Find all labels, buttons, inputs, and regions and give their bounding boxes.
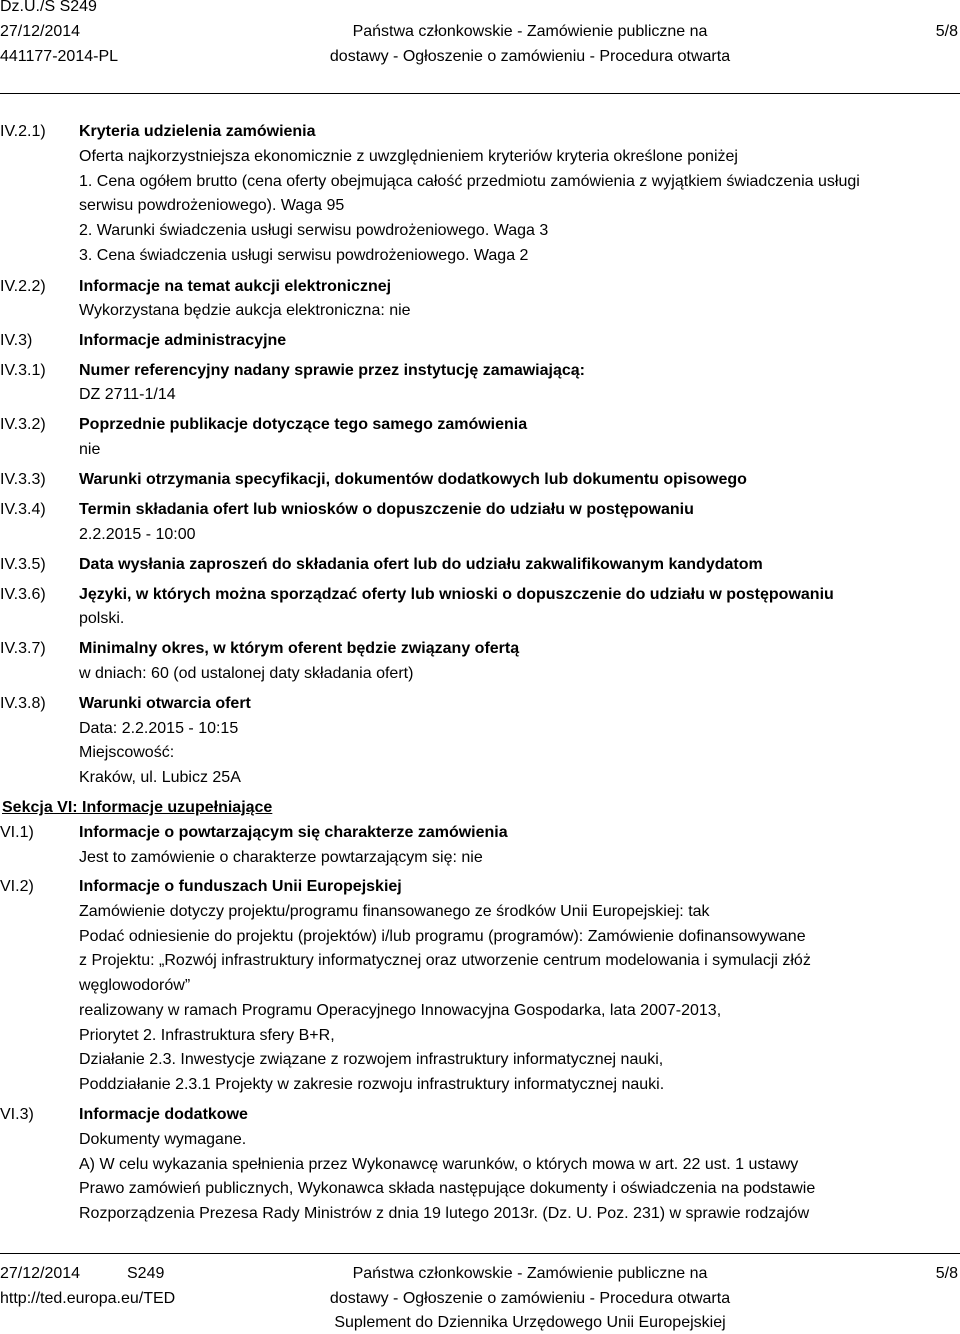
section-vi-heading: Sekcja VI: Informacje uzupełniające xyxy=(2,799,273,816)
section-number: IV.3) xyxy=(0,332,33,349)
heading-additional-info: Informacje dodatkowe xyxy=(79,1106,248,1123)
text-line: serwisu powdrożeniowego). Waga 95 xyxy=(79,197,345,214)
heading-award-criteria: Kryteria udzielenia zamówienia xyxy=(79,123,316,140)
heading-previous-publications: Poprzednie publikacje dotyczące tego samego zamówienia xyxy=(79,416,528,433)
text-line: Działanie 2.3. Inwestycje związane z rozwojem infrastruktury informatycznej nauki, xyxy=(79,1051,664,1068)
section-number: VI.2) xyxy=(0,878,34,895)
footer-issue: S249 xyxy=(127,1265,165,1282)
text-line: Data: 2.2.2015 - 10:15 xyxy=(79,720,239,737)
text-line: 2. Warunki świadczenia usługi serwisu powdrożeniowego. Waga 3 xyxy=(79,222,549,239)
section-number: IV.3.1) xyxy=(0,362,46,379)
text-line: realizowany w ramach Programu Operacyjnego Innowacyjna Gospodarka, lata 2007-2013, xyxy=(79,1002,722,1019)
section-number: IV.3.4) xyxy=(0,501,46,518)
text-line: Oferta najkorzystniejsza ekonomicznie z uwzględnieniem kryteriów kryteria określone poniżej xyxy=(79,148,738,165)
heading-invitation-date: Data wysłania zaproszeń do składania ofert lub do udziału zakwalifikowanym kandydatom xyxy=(79,556,763,573)
section-number: VI.3) xyxy=(0,1106,34,1123)
footer-title-line1: Państwa członkowskie - Zamówienie publiczne na xyxy=(352,1265,708,1282)
text-line: nie xyxy=(79,441,101,458)
section-number: IV.3.7) xyxy=(0,640,46,657)
header-page-number: 5/8 xyxy=(935,23,958,40)
header-date: 27/12/2014 xyxy=(0,23,81,40)
heading-administrative-info: Informacje administracyjne xyxy=(79,332,287,349)
submission-deadline-value: 2.2.2015 - 10:00 xyxy=(79,526,196,543)
section-number: IV.3.6) xyxy=(0,586,46,603)
section-number: IV.2.1) xyxy=(0,123,46,140)
text-line: Podać odniesienie do projektu (projektów) i/lub programu (programów): Zamówienie dofinansowywane xyxy=(79,928,806,945)
heading-specification-conditions: Warunki otrzymania specyfikacji, dokumentów dodatkowych lub dokumentu opisowego xyxy=(79,471,747,488)
heading-recurrent-nature: Informacje o powtarzającym się charakterze zamówienia xyxy=(79,824,508,841)
heading-submission-deadline: Termin składania ofert lub wniosków o dopuszczenie do udziału w postępowaniu xyxy=(79,501,694,518)
text-line: Rozporządzenia Prezesa Rady Ministrów z dnia 19 lutego 2013r. (Dz. U. Poz. 231) w sprawie rodzajów xyxy=(79,1205,810,1222)
text-line: Miejscowość: xyxy=(79,744,175,761)
footer-date: 27/12/2014 xyxy=(0,1265,81,1282)
text-line: węglowodorów” xyxy=(79,977,191,994)
text-line: Kraków, ul. Lubicz 25A xyxy=(79,769,241,786)
header-title-line1: Państwa członkowskie - Zamówienie publiczne na xyxy=(352,23,708,40)
footer-title-line2: dostawy - Ogłoszenie o zamówieniu - Procedura otwarta xyxy=(329,1290,731,1307)
header-title-line2: dostawy - Ogłoszenie o zamówieniu - Procedura otwarta xyxy=(329,48,731,65)
text-line: A) W celu wykazania spełnienia przez Wykonawcę warunków, o których mowa w art. 22 ust. 1 ustawy xyxy=(79,1156,799,1173)
header-divider xyxy=(0,93,960,94)
text-line: Poddziałanie 2.3.1 Projekty w zakresie rozwoju infrastruktury informatycznej nauki. xyxy=(79,1076,665,1093)
text-line: polski. xyxy=(79,610,125,627)
footer-title-line3: Suplement do Dziennika Urzędowego Unii Europejskiej xyxy=(334,1314,726,1331)
heading-eu-funds: Informacje o funduszach Unii Europejskiej xyxy=(79,878,402,895)
footer-page-number: 5/8 xyxy=(935,1265,958,1282)
text-line: Prawo zamówień publicznych, Wykonawca składa następujące dokumenty i oświadczenia na podstawie xyxy=(79,1180,816,1197)
text-line: Wykorzystana będzie aukcja elektroniczna: nie xyxy=(79,302,411,319)
text-line: Zamówienie dotyczy projektu/programu finansowanego ze środków Unii Europejskiej: tak xyxy=(79,903,710,920)
section-number: VI.1) xyxy=(0,824,34,841)
heading-reference-number: Numer referencyjny nadany sprawie przez instytucję zamawiającą: xyxy=(79,362,585,379)
text-line: 1. Cena ogółem brutto (cena oferty obejmująca całość przedmiotu zamówienia z wyjątkiem świadczenia usługi xyxy=(79,173,860,190)
text-line: Dokumenty wymagane. xyxy=(79,1131,247,1148)
section-number: IV.3.2) xyxy=(0,416,46,433)
section-number: IV.3.5) xyxy=(0,556,46,573)
text-line: Jest to zamówienie o charakterze powtarzającym się: nie xyxy=(79,849,483,866)
section-number: IV.3.8) xyxy=(0,695,46,712)
text-line: w dniach: 60 (od ustalonej daty składania ofert) xyxy=(79,665,414,682)
heading-electronic-auction: Informacje na temat aukcji elektronicznej xyxy=(79,278,392,295)
reference-number-value: DZ 2711-1/14 xyxy=(79,386,176,403)
heading-languages: Języki, w których można sporządzać oferty lub wnioski o dopuszczenie do udziału w postępowaniu xyxy=(79,586,834,603)
text-line: z Projektu: „Rozwój infrastruktury informatycznej oraz utworzenie centrum modelowania i symulacji złóż xyxy=(79,952,811,969)
section-number: IV.2.2) xyxy=(0,278,46,295)
heading-opening-conditions: Warunki otwarcia ofert xyxy=(79,695,251,712)
notice-number: 441177-2014-PL xyxy=(0,48,119,65)
journal-reference: Dz.U./S S249 xyxy=(0,0,97,15)
heading-minimum-period: Minimalny okres, w którym oferent będzie związany ofertą xyxy=(79,640,520,657)
section-number: IV.3.3) xyxy=(0,471,46,488)
text-line: Priorytet 2. Infrastruktura sfery B+R, xyxy=(79,1027,335,1044)
text-line: 3. Cena świadczenia usługi serwisu powdrożeniowego. Waga 2 xyxy=(79,247,529,264)
footer-url-link[interactable]: http://ted.europa.eu/TED xyxy=(0,1290,176,1307)
footer-divider xyxy=(0,1253,960,1254)
